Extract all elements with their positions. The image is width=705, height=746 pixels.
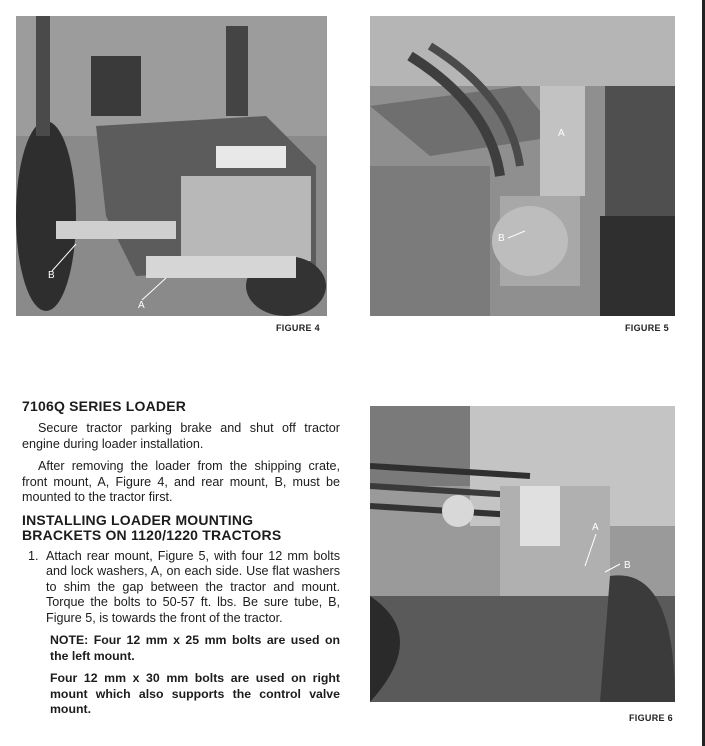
subsection-title-line-1: INSTALLING LOADER MOUNTING — [22, 511, 254, 528]
figure-5-caption: FIGURE 5 — [625, 323, 669, 333]
mounting-paragraph: After removing the loader from the shipping crate, front mount, A, Figure 4, and rear mount, B, must be mounted to the tractor first. — [22, 459, 340, 504]
section-title: 7106Q SERIES LOADER — [22, 398, 187, 414]
subsection-title — [22, 513, 340, 543]
step-1 — [22, 549, 340, 627]
subsection-title-line-2: BRACKETS ON 1120/1220 TRACTORS — [22, 526, 282, 543]
figure-4-photo — [16, 16, 327, 316]
step-text: Attach rear mount, Figure 5, with four 12 mm bolts and lock washers, A, on each side. Use flat washers to shim the gap between the tractor and mount. Torque the bolts to 50-57 ft. lbs. Be sure tube, B, Figure 5, is towards the front of the tractor. — [46, 548, 340, 625]
note-right-mount: Four 12 mm x 30 mm bolts are used on right mount which also supports the control valve mount. — [50, 671, 340, 716]
figure-5-photo — [370, 16, 675, 316]
figure-6-caption: FIGURE 6 — [629, 713, 673, 723]
figure-4-callout-b: B — [48, 270, 55, 281]
figure-6-callout-b: B — [624, 560, 631, 571]
note-left-mount: NOTE: Four 12 mm x 25 mm bolts are used on the left mount. — [50, 633, 340, 663]
figure-4-caption: FIGURE 4 — [276, 323, 320, 333]
figure-5-callout-a: A — [558, 128, 565, 139]
figure-6-callout-a: A — [592, 522, 599, 533]
intro-paragraph: Secure tractor parking brake and shut off tractor engine during loader installation. — [22, 421, 340, 451]
figure-4-callout-a: A — [138, 300, 145, 311]
instructions-column — [22, 398, 340, 725]
figure-5-callout-b: B — [498, 233, 505, 244]
figure-6-photo — [370, 406, 675, 702]
step-number: 1. — [28, 548, 39, 563]
